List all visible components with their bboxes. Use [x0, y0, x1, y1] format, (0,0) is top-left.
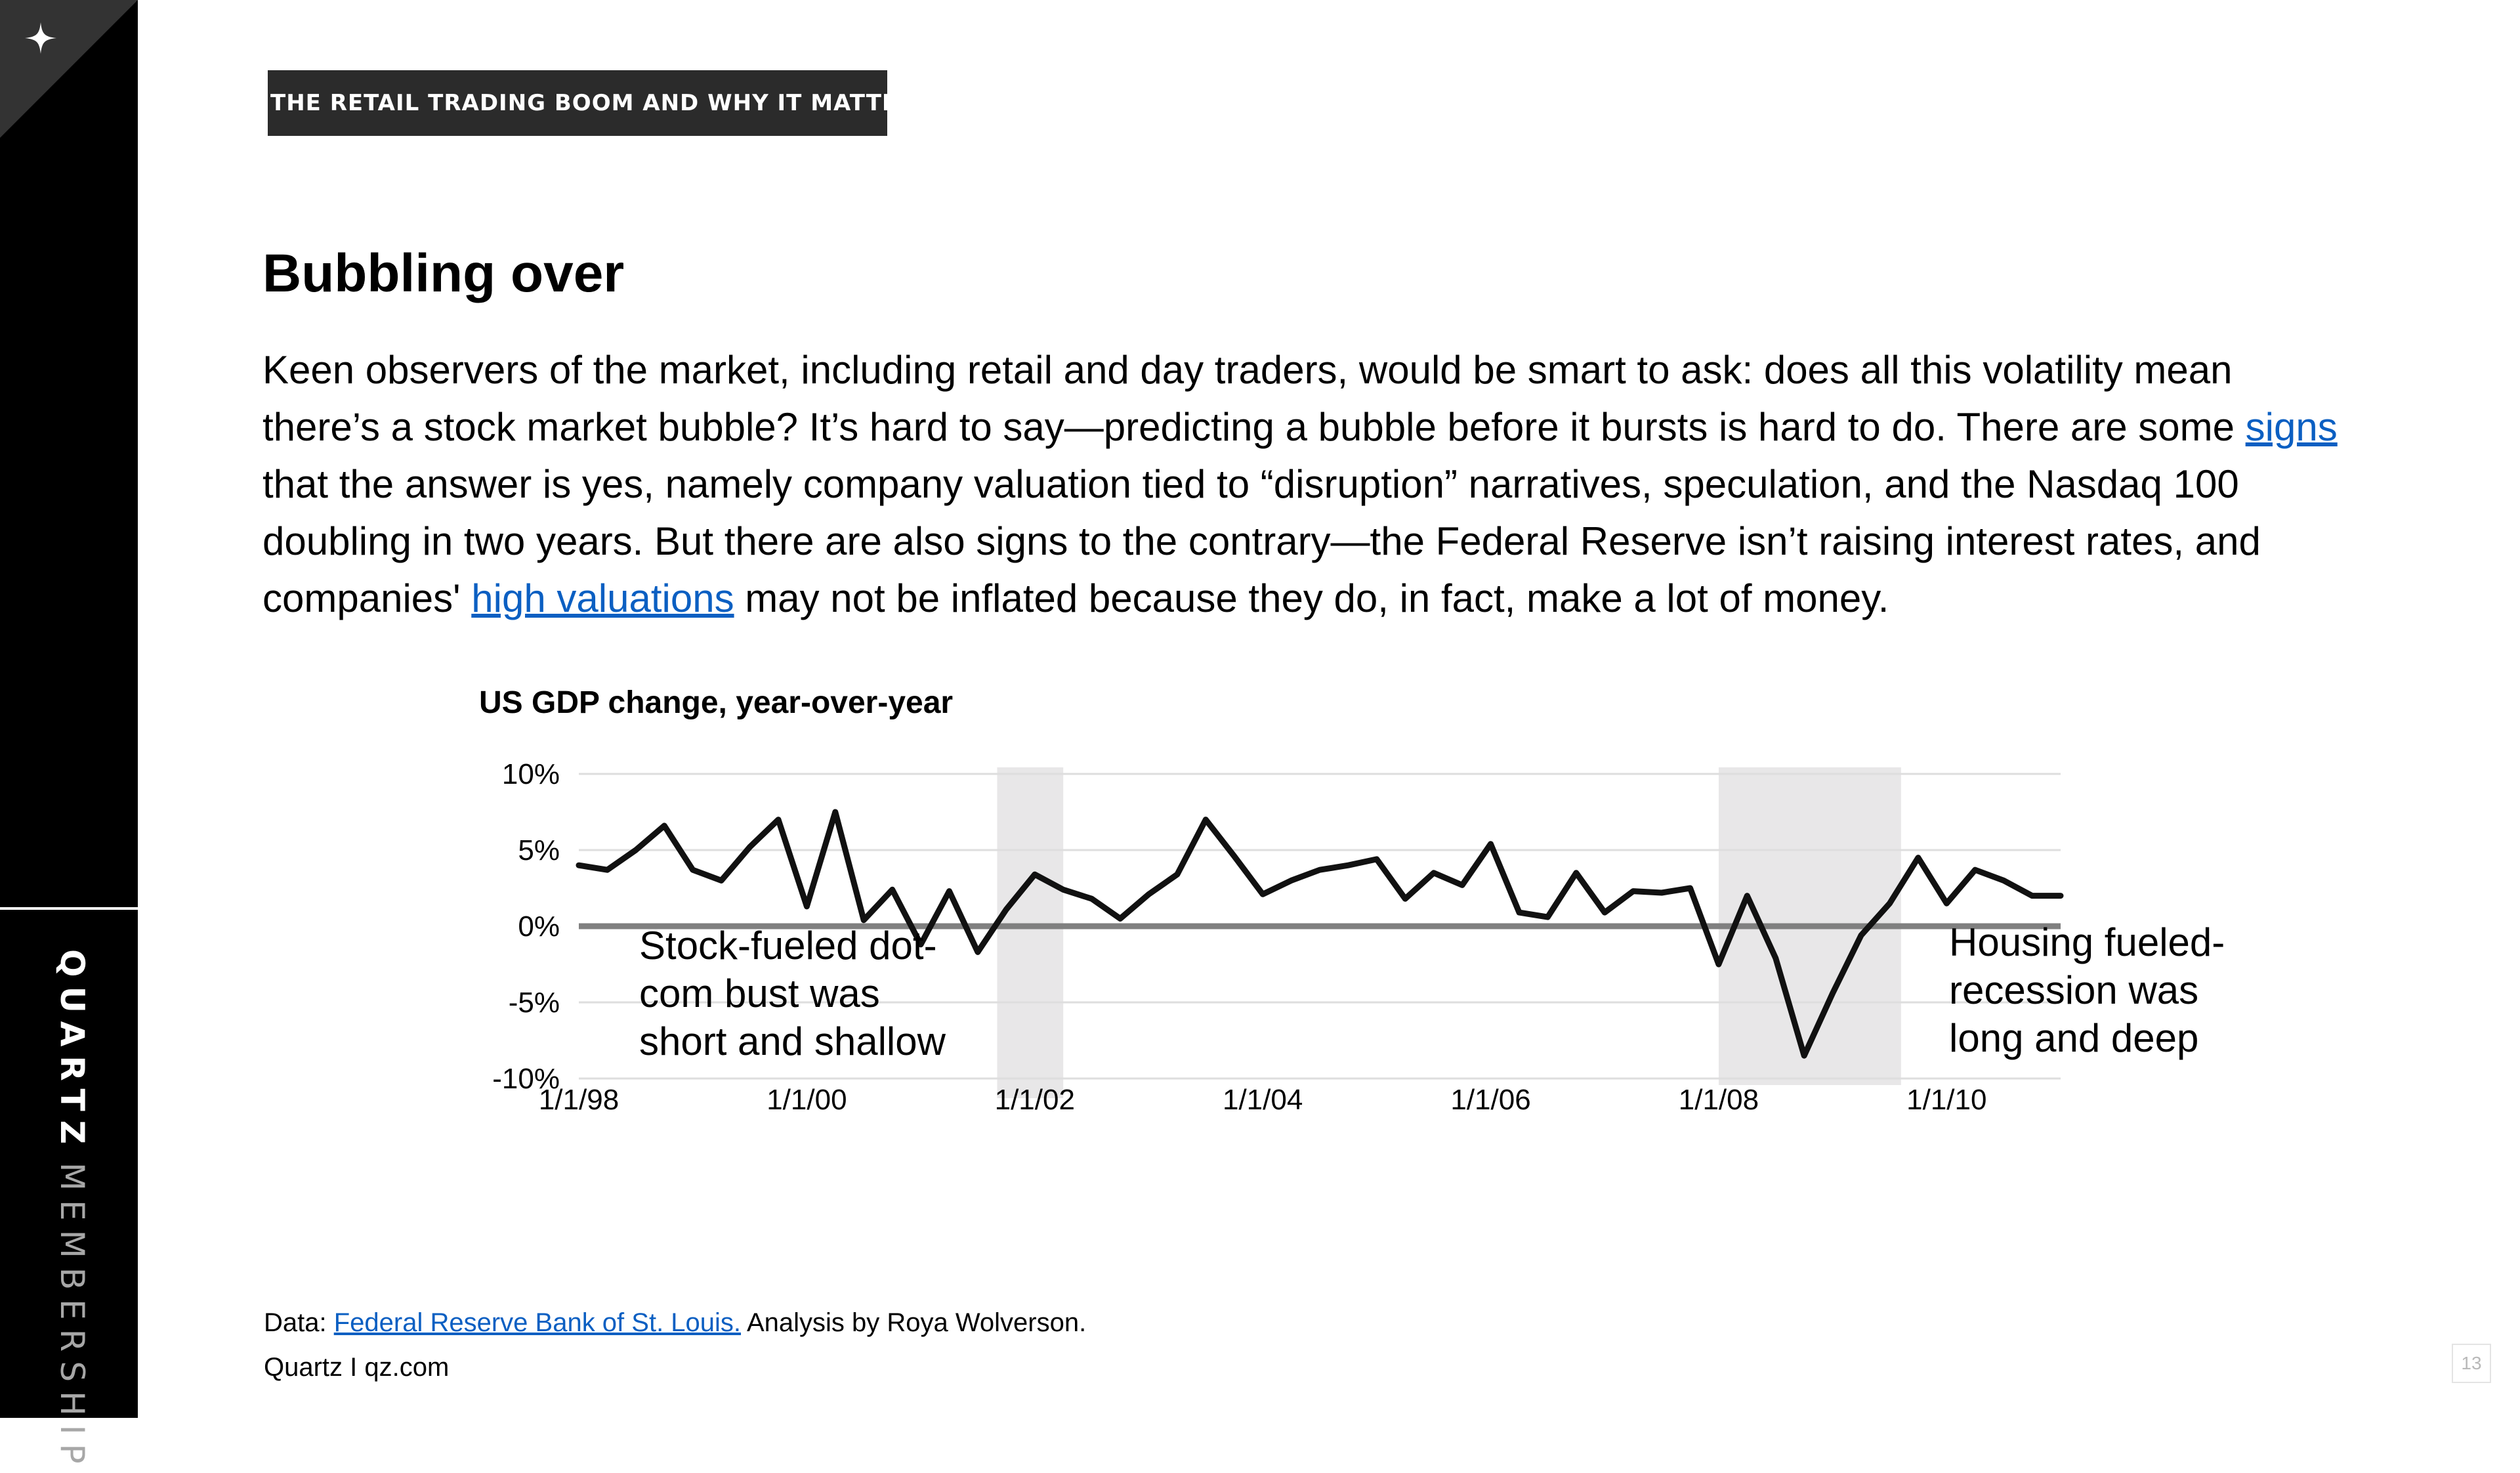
page-number: 13: [2452, 1344, 2491, 1383]
quartz-membership-logo: [39, 949, 105, 1473]
x-tick-label: 1/1/10: [1906, 1084, 1987, 1116]
recession-band: [997, 767, 1063, 1098]
corner-tab-graphic: [0, 0, 138, 138]
annotation-line: Stock-fueled dot-: [639, 924, 937, 968]
annotation-line: long and deep: [1949, 1016, 2199, 1060]
x-tick-label: 1/1/02: [994, 1084, 1075, 1116]
annotation-line: com bust was: [639, 971, 880, 1015]
source-suffix: Analysis by Roya Wolverson.: [741, 1308, 1087, 1337]
body-line-3: that the answer is yes, namely company valuation tied to “disruption” narratives, speculation, and the Nasdaq 100: [262, 462, 2239, 506]
source-link[interactable]: Federal Reserve Bank of St. Louis.: [333, 1308, 742, 1337]
signs-link[interactable]: signs: [2245, 405, 2338, 449]
x-tick-label: 1/1/08: [1678, 1084, 1759, 1116]
y-tick-label: 10%: [501, 758, 560, 790]
annotation-line: recession was: [1949, 968, 2199, 1012]
y-tick-label: -5%: [508, 987, 560, 1019]
y-tick-label: 0%: [518, 910, 560, 943]
footer-brand: Quartz I qz.com: [264, 1353, 450, 1382]
page-title: Bubbling over: [262, 244, 625, 303]
sidebar-divider: [0, 907, 138, 910]
high-valuations-link[interactable]: high valuations: [471, 576, 734, 620]
body-line-2: [262, 398, 2382, 456]
body-line-2-text: there’s a stock market bubble? It’s hard to say—predicting a bubble before it bursts is hard to do. There are some: [262, 405, 2246, 449]
x-tick-label: 1/1/06: [1450, 1084, 1531, 1116]
y-tick-label: 5%: [518, 834, 560, 866]
x-tick-label: 1/1/98: [538, 1084, 620, 1116]
section-tag: THE RETAIL TRADING BOOM AND WHY IT MATTERS: [268, 70, 887, 136]
annotation-line: Housing fueled-: [1949, 920, 2225, 964]
body-line-5-post: may not be inflated because they do, in fact, make a lot of money.: [734, 576, 1889, 620]
data-source: [264, 1310, 1086, 1336]
chart-title: US GDP change, year-over-year: [479, 685, 954, 720]
body-line-5: [262, 570, 2382, 627]
x-tick-label: 1/1/00: [766, 1084, 847, 1116]
body-line-1: Keen observers of the market, including retail and day traders, would be smart to ask: does all this volatility mean: [262, 348, 2233, 392]
chart-annotation: [1949, 920, 2225, 1060]
body-line-5-pre: companies': [262, 576, 472, 620]
gdp-chart: [459, 676, 2297, 1136]
source-prefix: Data:: [264, 1308, 334, 1337]
body-line-4: doubling in two years. But there are also signs to the contrary—the Federal Reserve isn’t raising interest rates, and: [262, 519, 2261, 563]
x-tick-label: 1/1/04: [1222, 1084, 1303, 1116]
annotation-line: short and shallow: [639, 1019, 946, 1063]
corner-tab[interactable]: [0, 0, 138, 138]
gdp-chart-svg: [459, 676, 2297, 1136]
body-paragraph: [262, 341, 2382, 627]
sidebar: [0, 0, 138, 1473]
y-tick-label: -10%: [492, 1063, 560, 1095]
chart-annotation: [639, 924, 946, 1063]
brand-membership: MEMBERSHIP: [53, 1162, 91, 1473]
brand-quartz: QUARTZ: [53, 949, 91, 1153]
